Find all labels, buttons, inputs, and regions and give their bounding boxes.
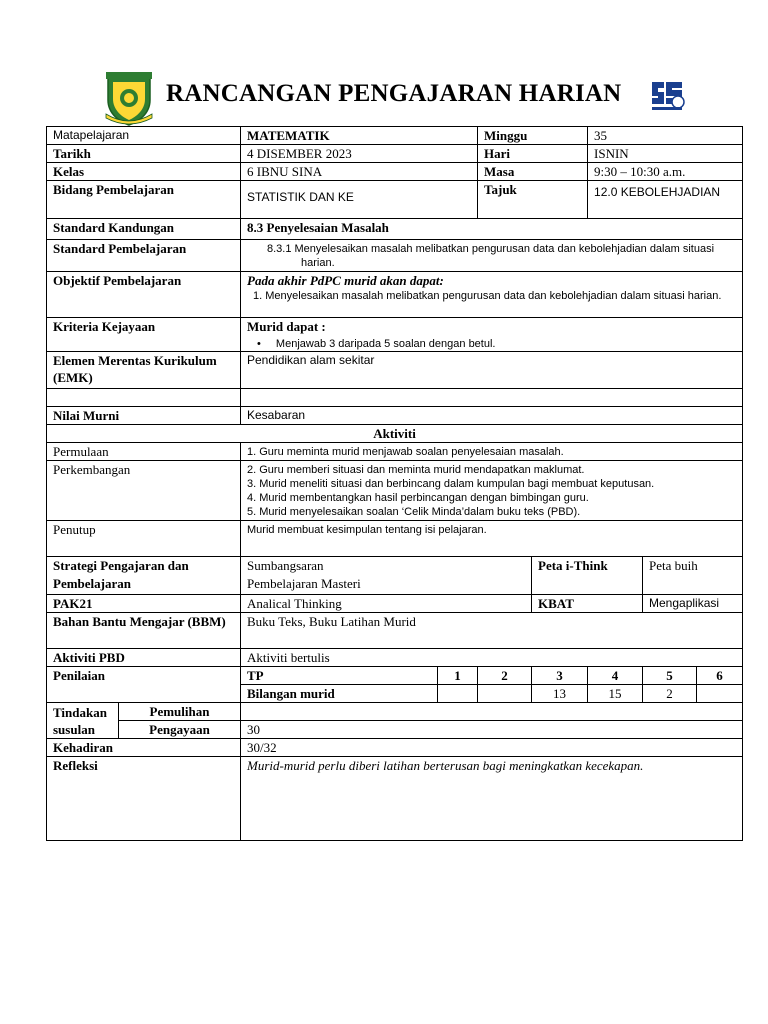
standard-kandungan-value: 8.3 Penyelesaian Masalah <box>241 219 743 240</box>
row-matapelajaran <box>47 127 743 145</box>
minggu-label: Minggu <box>478 127 588 145</box>
matapelajaran-value: MATEMATIK <box>241 127 478 145</box>
masa-label: Masa <box>478 163 588 181</box>
tp-level: 3 <box>532 667 588 685</box>
matapelajaran-label: Matapelajaran <box>47 127 241 145</box>
spacer-left <box>47 389 241 407</box>
kbat-label: KBAT <box>532 595 643 613</box>
page-title: RANCANGAN PENGAJARAN HARIAN <box>166 80 622 107</box>
row-refleksi <box>47 757 743 841</box>
kriteria-intro: Murid dapat : <box>247 319 326 334</box>
row-kehadiran <box>47 739 743 757</box>
perkembangan-label: Perkembangan <box>47 461 241 521</box>
tp-level: 5 <box>643 667 697 685</box>
permulaan-label: Permulaan <box>47 443 241 461</box>
standard-kandungan-label: Standard Kandungan <box>47 219 241 240</box>
kelas-value: 6 IBNU SINA <box>241 163 478 181</box>
row-strategi <box>47 557 743 595</box>
tp-label: TP <box>241 667 438 685</box>
bilangan-count: 2 <box>643 685 697 703</box>
bbm-value: Buku Teks, Buku Latihan Murid <box>241 613 743 649</box>
refleksi-label: Refleksi <box>47 757 241 841</box>
row-bidang <box>47 181 743 219</box>
tp-level: 4 <box>588 667 643 685</box>
penilaian-label: Penilaian <box>47 667 241 703</box>
row-aktiviti-heading <box>47 425 743 443</box>
strategi-value-line2: Pembelajaran Masteri <box>247 576 361 591</box>
row-pengayaan <box>47 721 743 739</box>
minggu-value: 35 <box>588 127 743 145</box>
emk-label: Elemen Merentas Kurikulum (EMK) <box>47 352 241 389</box>
row-perkembangan <box>47 461 743 521</box>
tp-level: 1 <box>438 667 478 685</box>
pengayaan-value: 30 <box>241 721 743 739</box>
school-crest-icon <box>104 70 154 126</box>
row-kelas <box>47 163 743 181</box>
bilangan-count: 15 <box>588 685 643 703</box>
nilai-label: Nilai Murni <box>47 407 241 425</box>
kriteria-cell <box>241 318 743 352</box>
pak21-label: PAK21 <box>47 595 241 613</box>
refleksi-value: Murid-murid perlu diberi latihan berterusan bagi meningkatkan kecekapan. <box>241 757 743 841</box>
kriteria-item-row <box>247 337 736 351</box>
row-bbm <box>47 613 743 649</box>
strategi-value-line1: Sumbangsaran <box>247 558 324 573</box>
tp-level: 2 <box>478 667 532 685</box>
tajuk-value: 12.0 KEBOLEHJADIAN <box>588 181 743 219</box>
bullet-icon: • <box>257 338 261 350</box>
kehadiran-value: 30/32 <box>241 739 743 757</box>
bidang-value: STATISTIK DAN KE <box>241 181 478 219</box>
hari-label: Hari <box>478 145 588 163</box>
row-emk <box>47 352 743 389</box>
bilangan-count <box>438 685 478 703</box>
row-tarikh <box>47 145 743 163</box>
row-objektif <box>47 272 743 318</box>
tarikh-label: Tarikh <box>47 145 241 163</box>
emk-value: Pendidikan alam sekitar <box>241 352 743 389</box>
bilangan-count: 13 <box>532 685 588 703</box>
pbd-label: Aktiviti PBD <box>47 649 241 667</box>
standard-pembelajaran-value <box>241 240 743 272</box>
row-standard-pembelajaran <box>47 240 743 272</box>
perkembangan-item: 2. Guru memberi situasi dan meminta murid mendapatkan maklumat. <box>247 464 585 476</box>
penutup-label: Penutup <box>47 521 241 557</box>
tp-level: 6 <box>697 667 743 685</box>
ithink-value: Peta buih <box>643 557 743 595</box>
document-header <box>0 68 768 126</box>
tarikh-value: 4 DISEMBER 2023 <box>241 145 478 163</box>
penutup-value: Murid membuat kesimpulan tentang isi pelajaran. <box>241 521 743 557</box>
nilai-value: Kesabaran <box>241 407 743 425</box>
perkembangan-cell <box>241 461 743 521</box>
masa-value: 9:30 – 10:30 a.m. <box>588 163 743 181</box>
row-spacer <box>47 389 743 407</box>
kelas-label: Kelas <box>47 163 241 181</box>
perkembangan-item: 4. Murid membentangkan hasil perbincangan dengan bimbingan guru. <box>247 492 589 504</box>
permulaan-cell <box>241 443 743 461</box>
tajuk-label: Tajuk <box>478 181 588 219</box>
permulaan-item: 1. Guru meminta murid menjawab soalan penyelesaian masalah. <box>247 446 564 458</box>
row-penutup <box>47 521 743 557</box>
spacer-right <box>241 389 743 407</box>
standard-pembelajaran-label: Standard Pembelajaran <box>47 240 241 272</box>
objektif-item: 1. Menyelesaikan masalah melibatkan pengurusan data dan kebolehjadian dalam situasi harian. <box>253 290 722 302</box>
kbat-value: Mengaplikasi <box>643 595 743 613</box>
row-penilaian-tp <box>47 667 743 685</box>
bbm-label: Bahan Bantu Mengajar (BBM) <box>47 613 241 649</box>
kehadiran-label: Kehadiran <box>47 739 241 757</box>
objektif-cell <box>241 272 743 318</box>
strategi-label: Strategi Pengajaran dan Pembelajaran <box>47 557 241 595</box>
ithink-label: Peta i-Think <box>532 557 643 595</box>
standard-pembelajaran-text: 8.3.1 Menyelesaikan masalah melibatkan pengurusan data dan kebolehjadian dalam situasi harian. <box>267 243 715 269</box>
row-standard-kandungan <box>47 219 743 240</box>
pemulihan-label: Pemulihan <box>119 703 241 721</box>
aktiviti-heading: Aktiviti <box>47 425 743 443</box>
row-pak21 <box>47 595 743 613</box>
kriteria-label: Kriteria Kejayaan <box>47 318 241 352</box>
bilangan-label: Bilangan murid <box>241 685 438 703</box>
pengayaan-label: Pengayaan <box>119 721 241 739</box>
bidang-label: Bidang Pembelajaran <box>47 181 241 219</box>
row-pemulihan <box>47 703 743 721</box>
pak21-value: Analical Thinking <box>241 595 532 613</box>
objektif-intro: Pada akhir PdPC murid akan dapat: <box>247 273 444 288</box>
bilangan-count <box>697 685 743 703</box>
row-permulaan <box>47 443 743 461</box>
perkembangan-item: 5. Murid menyelesaikan soalan ‘Celik Minda’dalam buku teks (PBD). <box>247 506 581 518</box>
hari-value: ISNIN <box>588 145 743 163</box>
row-nilai <box>47 407 743 425</box>
lesson-plan-table <box>46 126 743 841</box>
strategi-value <box>241 557 532 595</box>
bilangan-count <box>478 685 532 703</box>
pbd-value: Aktiviti bertulis <box>241 649 743 667</box>
objektif-label: Objektif Pembelajaran <box>47 272 241 318</box>
row-pbd <box>47 649 743 667</box>
kriteria-item: Menjawab 3 daripada 5 soalan dengan betul. <box>275 338 496 350</box>
perkembangan-item: 3. Murid meneliti situasi dan berbincang dalam kumpulan bagi membuat keputusan. <box>247 478 655 490</box>
pemulihan-value <box>241 703 743 721</box>
tindakan-label: Tindakan susulan <box>47 703 119 739</box>
row-kriteria <box>47 318 743 352</box>
anniversary-logo-icon <box>648 78 686 114</box>
